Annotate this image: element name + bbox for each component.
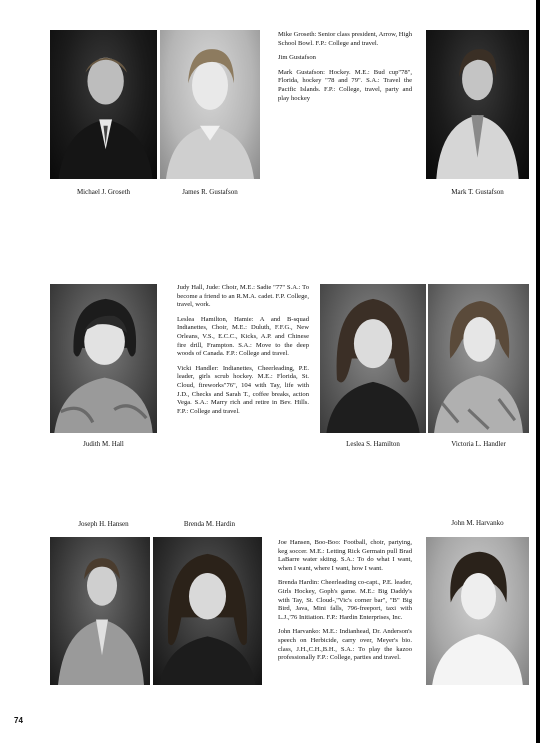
bios-bottom xyxy=(278,539,412,669)
bio-groseth: Mike Groseth: Senior class president, Arrow, High School Bowl. F.P.: College and travel. xyxy=(278,31,412,47)
portrait-photo-hall xyxy=(50,284,157,433)
caption-hardin: Brenda M. Hardin xyxy=(183,520,236,528)
page-number: 74 xyxy=(14,716,23,725)
caption-groseth: Michael J. Groseth xyxy=(76,188,131,196)
caption-hansen: Joseph H. Hansen xyxy=(78,520,129,528)
caption-handler: Victoria L. Handler xyxy=(451,440,506,448)
portrait-photo-harvanko xyxy=(426,537,529,685)
page-edge-divider xyxy=(536,0,540,743)
portrait-photo-hansen xyxy=(50,537,150,685)
bio-handler: Vicki Handler: Indianettes, Cheerleading, P.E. leader, girls scrub hockey. M.E.: Florida, St. Cloud, fireworks"76", 104 with Tay, life with J.D., Checks and Sarah T., coffee breaks, action Vega. S.A.: Marry rich and retire in Bev. Hills. F.P.: College and travel. xyxy=(177,364,309,415)
portrait-photo-groseth xyxy=(50,30,157,179)
bio-harvanko: John Harvanko: M.E.: Indianhead, Dr. Anderson's speech on Herbicide, carry over, Meyer's bio. class, J.H.,C.H.,B.H., S.A.: To play the kazoo professionally F.P.: College, parties and travel. xyxy=(278,628,412,662)
portrait-photo-handler xyxy=(428,284,529,433)
bio-hardin: Brenda Hardin: Cheerleading co-capt., P.E. leader, Girls Hockey, Goph's game. M.E.: Big Daddy's with Tay, St. Cloud-,"Vic's corner bar", "B" Big Bird, Java, Mini falls, 796-freeport, taxi with L.J.,'76 Initiation. F.P.: Hardin Enterprises, Inc. xyxy=(278,579,412,621)
bio-hamilton: Leslea Hamilton, Hamie: A and B-squad Indianettes, Choir, M.E.: Duluth, F.F.G., New Orleans, V.S., E.C.C., Kicks, A.P. and Chinese fire drill, Frampton. S.A.: Move to the deep woods of Canada. F.P.: College and travel. xyxy=(177,315,309,358)
bio-gustafson-james: Jim Gustafson xyxy=(278,54,316,62)
caption-harvanko: John M. Harvanko xyxy=(451,519,504,527)
portrait-photo-gustafson-james xyxy=(160,30,260,179)
portrait-photo-gustafson-mark xyxy=(426,30,529,179)
bio-hansen: Joe Hansen, Boo-Boo: Football, choir, partying, keg soccer. M.E.: Letting Rick Germain pull Brad LaBarre water skiing. S.A.: To do what I want, when I want, where I want, how I want. xyxy=(278,539,412,572)
caption-gustafson-mark: Mark T. Gustafson xyxy=(451,188,504,196)
bio-hall: Judy Hall, Jude: Choir, M.E.: Sadie "77" S.A.: To become a friend to an R.M.A. cadet. F.P. College, travel, work. xyxy=(177,284,309,309)
bios-middle xyxy=(177,284,309,422)
portrait-photo-hardin xyxy=(153,537,262,685)
caption-hall: Judith M. Hall xyxy=(83,440,124,448)
bio-gustafson-mark: Mark Gustafson: Hockey. M.E.: Bud cup"78", Florida, hockey "78 and 79". S.A.: Travel the Pacific Islands. F.P.: College, travel, party and play hockey xyxy=(278,68,412,102)
caption-gustafson-james: James R. Gustafson xyxy=(182,188,238,196)
portrait-photo-hamilton xyxy=(320,284,426,433)
caption-hamilton: Leslea S. Hamilton xyxy=(346,440,400,448)
bios-top xyxy=(278,31,412,109)
